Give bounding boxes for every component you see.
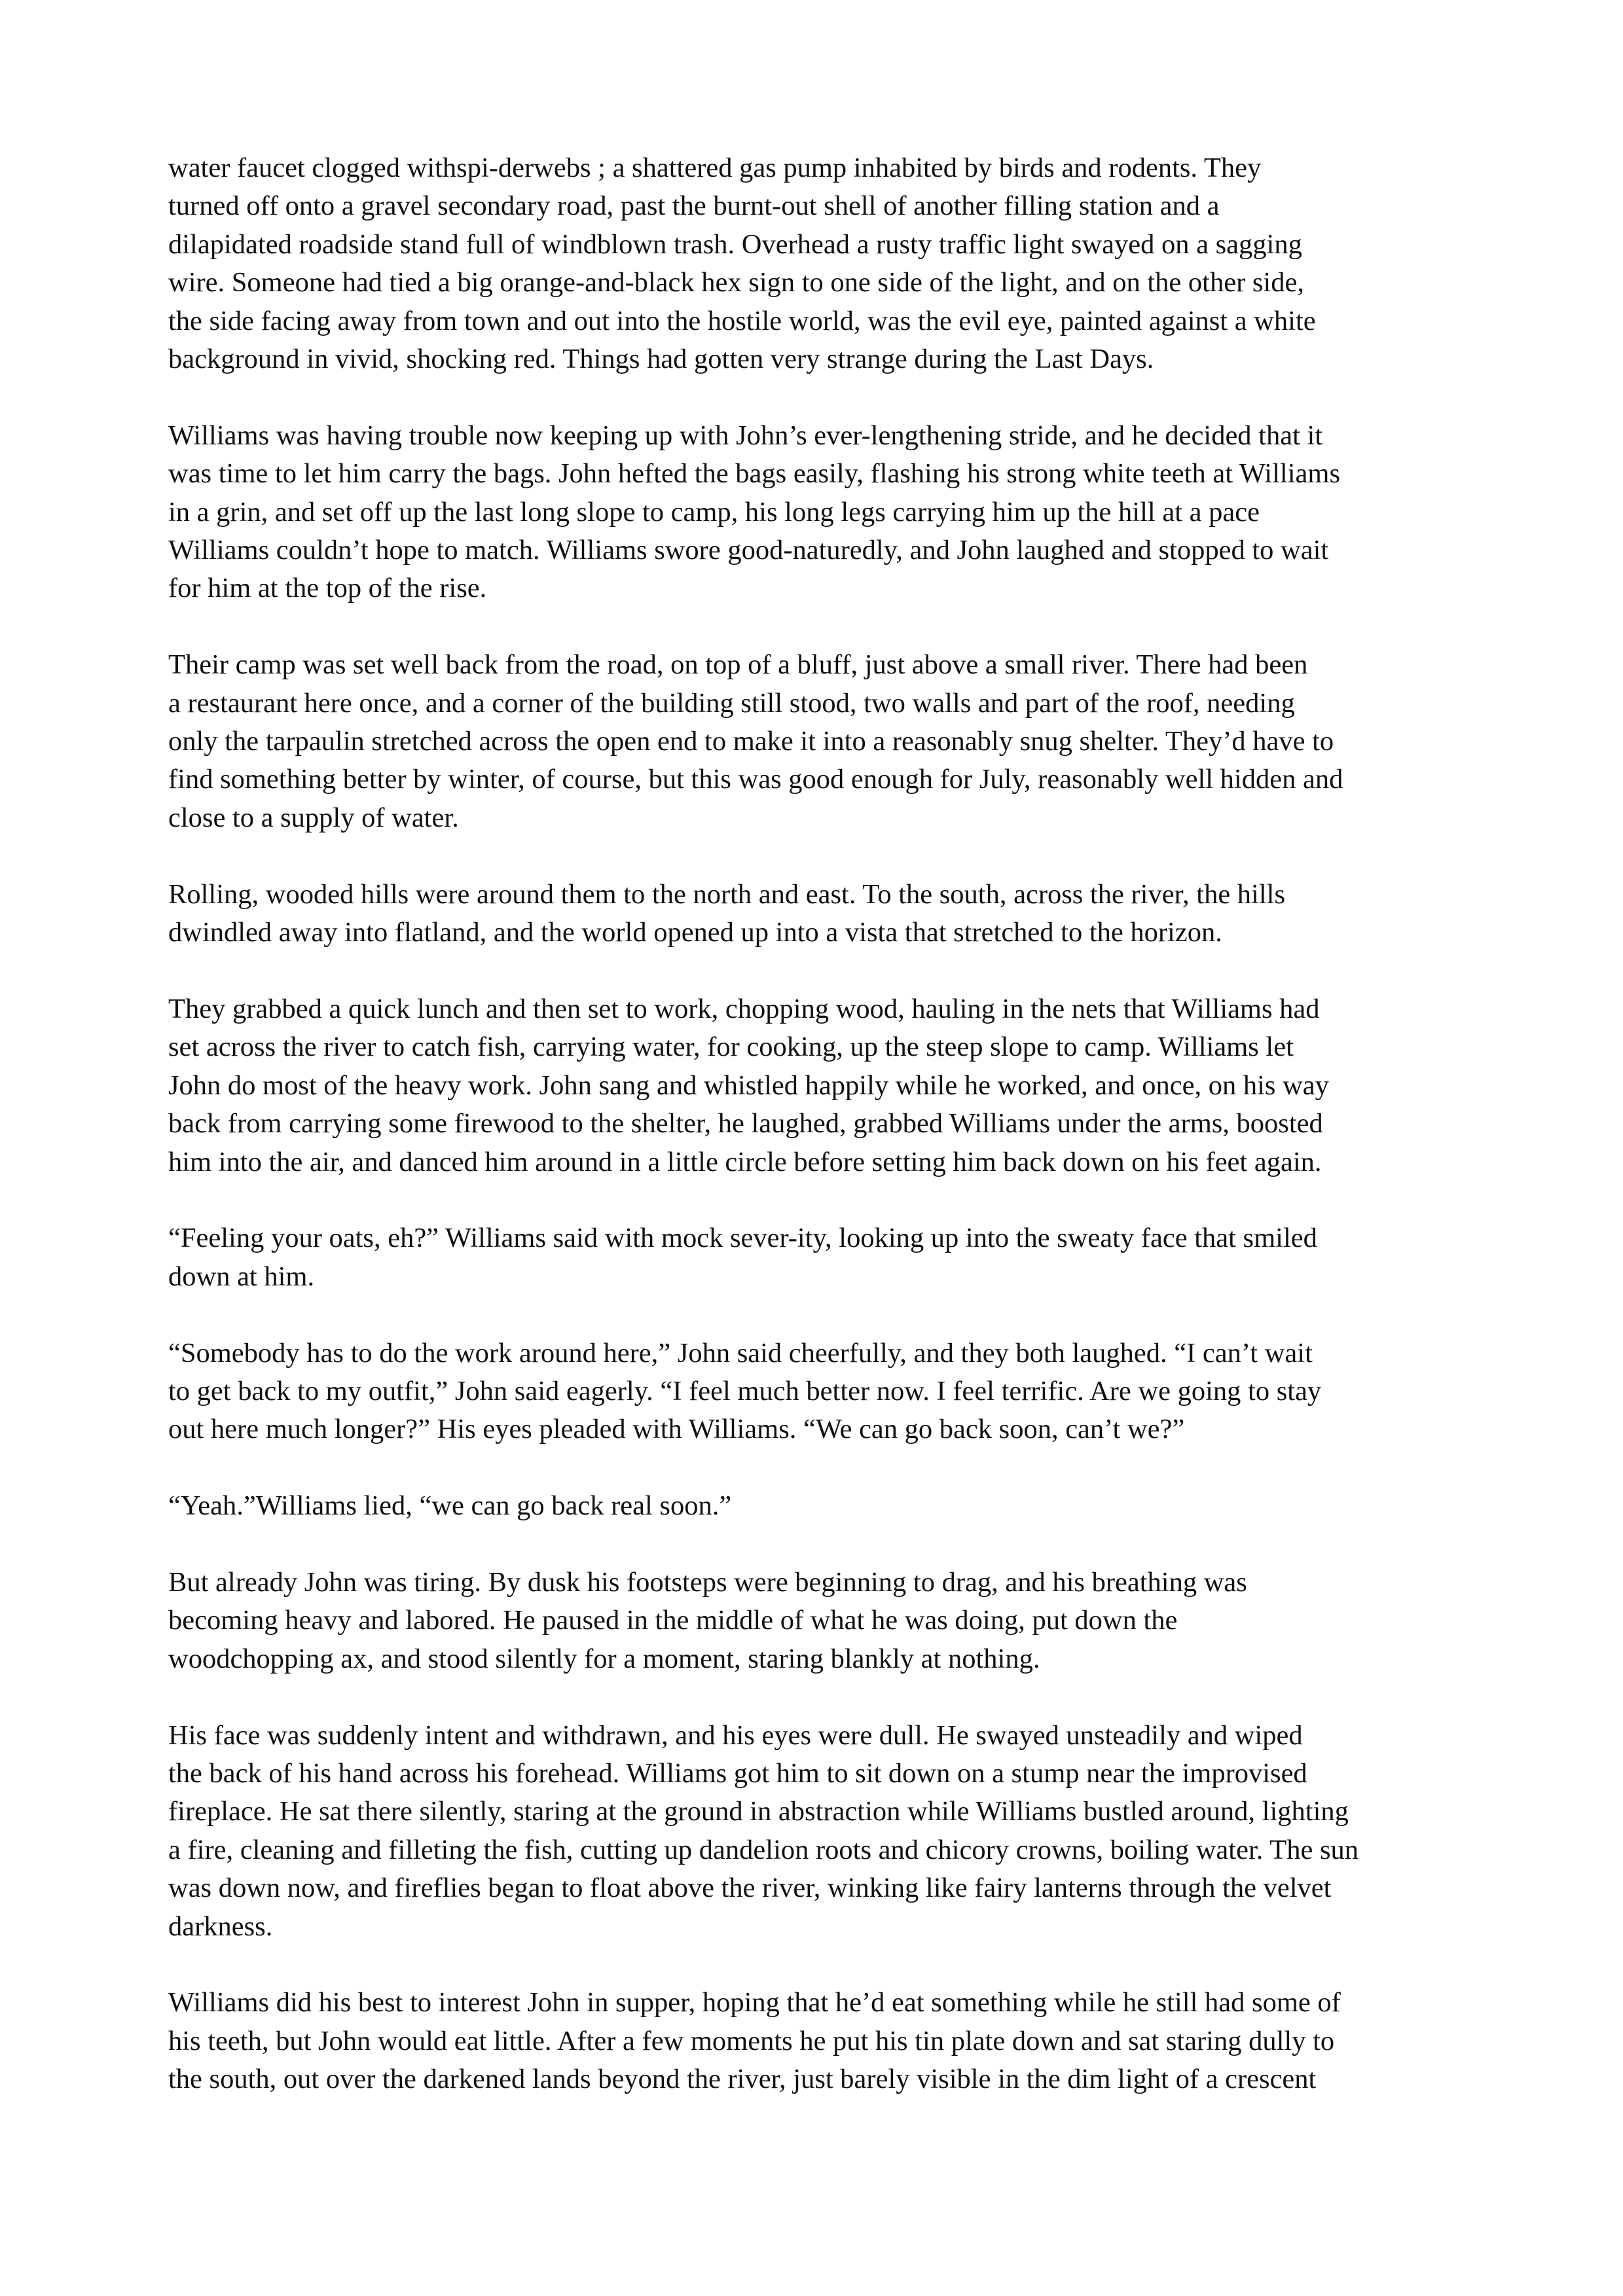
paragraph-11: Williams did his best to interest John in supper, hoping that he’d eat something while he still had some of his teeth, but John would eat little. After a few moments he put his tin plate down and sat staring dully to the south, out over the darkened lands beyond the river, just barely visible in the dim light of a crescent [168, 1987, 1341, 2095]
paragraph-9: But already John was tiring. By dusk his footsteps were beginning to drag, and his breathing was becoming heavy and labored. He paused in the middle of what he was doing, put down the woodchopping ax, and stood silently for a moment, staring blankly at nothing. [168, 1566, 1247, 1674]
paragraph-1: water faucet clogged withspi-derwebs ; a shattered gas pump inhabited by birds and rodents. They turned off onto a gravel secondary road, past the burnt-out shell of another filling station and a dilapidated roadside stand full of windblown trash. Overhead a rusty traffic light swayed on a sagging wire. Someone had tied a big orange-and-black hex sign to one side of the light, and on the other side, the side facing away from town and out into the hostile world, was the evil eye, painted against a white background in vivid, shocking red. Things had gotten very strange during the Last Days. [168, 152, 1316, 375]
paragraph-3: Their camp was set well back from the road, on top of a bluff, just above a small river. There had been a restaurant here once, and a corner of the building still stood, two walls and part of the roof, needing only the tarpaulin stretched across the open end to make it into a reasonably snug shelter. They’d have to find something better by winter, of course, but this was good enough for July, reasonably well hidden and close to a supply of water. [168, 649, 1343, 833]
paragraph-2: Williams was having trouble now keeping up with John’s ever-lengthening stride, and he decided that it was time to let him carry the bags. John hefted the bags easily, flashing his strong white teeth at Williams in a grin, and set off up the last long slope to camp, his long legs carrying him up the hill at a pace Williams couldn’t hope to match. Williams swore good-naturedly, and John laughed and stopped to wait for him at the top of the rise. [168, 420, 1340, 604]
paragraph-8: “Yeah.”Williams lied, “we can go back real soon.” [168, 1490, 732, 1522]
paragraph-7: “Somebody has to do the work around here,” John said cheerfully, and they both laughed. “I can’t wait to get back to my outfit,” John said eagerly. “I feel much better now. I feel terrific. Are we going to stay out here much longer?” His eyes pleaded with Williams. “We can go back soon, can’t we?” [168, 1337, 1322, 1445]
paragraph-6: “Feeling your oats, eh?” Williams said with mock sever-ity, looking up into the sweaty face that smiled down at him. [168, 1223, 1317, 1292]
body-text [168, 149, 1468, 2099]
paragraph-4: Rolling, wooded hills were around them to the north and east. To the south, across the river, the hills dwindled away into flatland, and the world opened up into a vista that stretched to the horizon. [168, 878, 1286, 948]
paragraph-10: His face was suddenly intent and withdrawn, and his eyes were dull. He swayed unsteadily and wiped the back of his hand across his forehead. Williams got him to sit down on a stump near the improvised fireplace. He sat there silently, staring at the ground in abstraction while Williams bustled around, lighting a fire, cleaning and filleting the fish, cutting up dandelion roots and chicory crowns, boiling water. The sun was down now, and fireflies began to float above the river, winking like fairy lanterns through the velvet darkness. [168, 1719, 1359, 1942]
paragraph-5: They grabbed a quick lunch and then set to work, chopping wood, hauling in the nets that Williams had set across the river to catch fish, carrying water, for cooking, up the steep slope to camp. Williams let John do most of the heavy work. John sang and whistled happily while he worked, and once, on his way back from carrying some firewood to the shelter, he laughed, grabbed Williams under the arms, boosted him into the air, and danced him around in a little circle before setting him back down on his feet again. [168, 993, 1329, 1177]
